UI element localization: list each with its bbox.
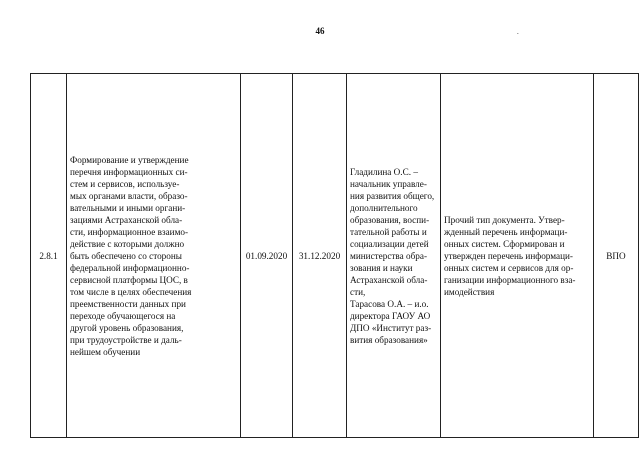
plan-table: [30, 73, 639, 438]
item-description: Формирование и утверждение перечня информационных си- стем и сервисов, используе- мых органами власти, образо- вательными и иными органи- зациями Астраханской обла- сти, информационное взаимо- действие с которыми должно быть обеспечено со стороны федеральной информационно- сервисной платформы ЦОС, в том числе в целях обеспечения преемственности данных при переходе обучающегося на другой уровень образования, при трудоустройстве и даль- нейшем обучении: [67, 74, 241, 438]
table-row: [31, 74, 639, 438]
end-date: 31.12.2020: [293, 74, 347, 438]
stray-mark: .: [517, 28, 519, 36]
page-number: 46: [315, 26, 325, 36]
responsible-persons: Гладилина О.С. – начальник управле- ния развития общего, дополнительного образования, воспи- тательной работы и социализации детей министерства обра- зования и науки Астраханской обла- сти, Тарасова О.А. – и.о. директора ГАОУ АО ДПО «Институт раз- вития образования»: [347, 74, 441, 438]
start-date: 01.09.2020: [241, 74, 293, 438]
item-number: 2.8.1: [31, 74, 67, 438]
expected-result: Прочий тип документа. Утвер- жденный перечень информаци- онных систем. Сформирован и утвержден перечень информаци- онных систем и сервисов для ор- ганизации информационного вза- имодействия: [441, 74, 594, 438]
result-code: ВПО: [594, 74, 639, 438]
